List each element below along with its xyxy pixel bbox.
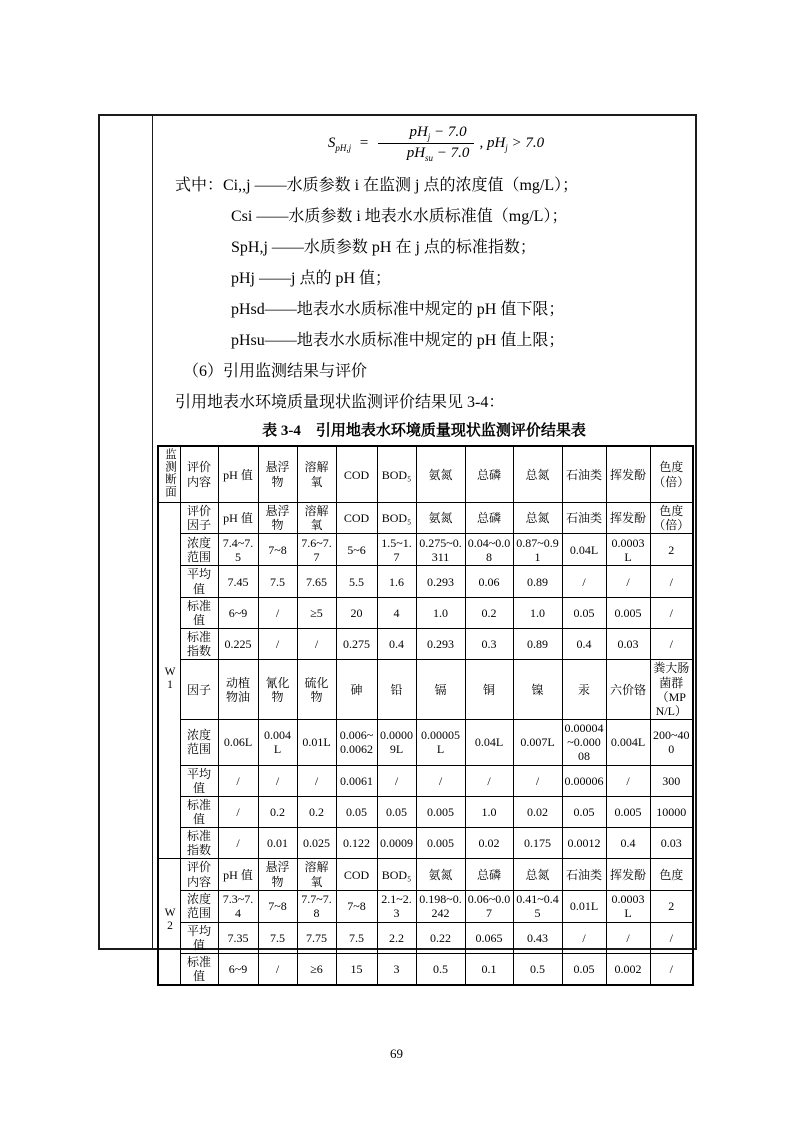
value-cell: 7.4~7.5 [218,534,258,566]
value-cell: 0.5 [416,954,465,986]
value-cell: 6~9 [218,954,258,986]
value-cell: / [465,765,513,796]
value-cell: 7.7~7.8 [297,890,336,922]
table-row [158,534,693,566]
table-row [158,503,693,534]
value-cell: 7.5 [336,922,377,953]
table-row [158,796,693,827]
value-cell: / [650,629,693,660]
value-cell: 7.3~7.4 [218,890,258,922]
value-cell: 总氮 [513,503,562,534]
table-header-row [158,446,693,503]
value-cell: 0.05 [562,796,606,827]
value-cell: 0.002 [606,954,650,986]
value-cell: 7.6~7.7 [297,534,336,566]
value-cell: 0.0012 [562,828,606,859]
left-margin-column [100,116,152,948]
table-row [158,566,693,597]
column-header-cell: 总氮 [513,446,562,503]
formula-cond-base: pH [486,134,506,151]
value-cell: 0.293 [416,629,465,660]
value-cell: 0.06~0.07 [465,890,513,922]
formula-fraction [378,124,475,163]
value-cell: 6~9 [218,597,258,628]
value-cell: 色度（倍） [650,503,693,534]
row-label-cell: 浓度范围 [180,720,218,765]
column-header-cell: 挥发酚 [606,446,650,503]
row-label-cell: 标准值 [180,954,218,986]
value-cell: 0.0003L [606,534,650,566]
value-cell: 0.005 [606,796,650,827]
value-cell: 溶解氧 [297,503,336,534]
value-cell: 7~8 [258,534,297,566]
value-cell: / [218,765,258,796]
value-cell: 0.43 [513,922,562,953]
column-header-cell: COD [336,446,377,503]
value-cell: 0.2 [465,597,513,628]
value-cell: 镉 [416,660,465,720]
value-cell: 0.01 [258,828,297,859]
formula-lhs [328,135,351,151]
table-row [158,922,693,953]
value-cell: 0.225 [218,629,258,660]
value-cell: 氨氮 [416,503,465,534]
value-cell: 0.007L [513,720,562,765]
table-row [158,890,693,922]
value-cell: 1.5~1.7 [377,534,416,566]
value-cell: 0.00009L [377,720,416,765]
row-label-cell: 标准指数 [180,828,218,859]
definition-line: SpH,j ——水质参数 pH 在 j 点的标准指数； [231,239,536,256]
value-cell: 总磷 [465,859,513,890]
table-row [158,720,693,765]
page-number: 69 [390,1046,403,1061]
section-label-cell [158,503,180,859]
value-cell: 0.0003L [606,890,650,922]
value-cell: 0.275 [336,629,377,660]
formula-cond-sub: j [505,142,508,153]
formula-cond-tail: > 7.0 [511,134,545,151]
value-cell: / [606,922,650,953]
value-cell: 溶解氧 [297,859,336,890]
value-cell: / [258,954,297,986]
formula-lhs-base: S [327,134,336,151]
value-cell: 汞 [562,660,606,720]
value-cell: 0.1 [465,954,513,986]
row-label-cell: 评价因子 [180,503,218,534]
value-cell: 7.45 [218,566,258,597]
value-cell: 0.04L [562,534,606,566]
value-cell: 总磷 [465,503,513,534]
value-cell: 7.65 [297,566,336,597]
value-cell: 0.065 [465,922,513,953]
formula-den-tail: − 7.0 [436,145,470,161]
value-cell: 0.22 [416,922,465,953]
column-header-cell: 总磷 [465,446,513,503]
value-cell: 氨氮 [416,859,465,890]
value-cell: COD [336,859,377,890]
value-cell: / [258,597,297,628]
formula-num-base: pH [409,124,428,140]
table-row [158,765,693,796]
value-cell: 0.03 [606,629,650,660]
formula-cond-comma: , [479,134,484,151]
value-cell: 0.05 [336,796,377,827]
column-header-cell: 石油类 [562,446,606,503]
value-cell: 0.122 [336,828,377,859]
value-cell: 铜 [465,660,513,720]
value-cell: 动植物油 [218,660,258,720]
value-cell: 总氮 [513,859,562,890]
value-cell: / [297,765,336,796]
value-cell: 0.2 [258,796,297,827]
value-cell: 0.198~0.242 [416,890,465,922]
value-cell: 0.5 [513,954,562,986]
value-cell: / [650,922,693,953]
value-cell: 悬浮物 [258,503,297,534]
formula-num-tail: − 7.0 [434,124,467,140]
value-cell: 0.00005L [416,720,465,765]
value-cell: 0.06L [218,720,258,765]
value-cell: 六价铬 [606,660,650,720]
formula-condition [479,135,544,151]
table-row [158,859,693,890]
value-cell: 2 [650,890,693,922]
value-cell: 0.005 [416,796,465,827]
value-cell: 0.05 [377,796,416,827]
value-cell: 5~6 [336,534,377,566]
formula-definitions [155,170,693,418]
value-cell: 7~8 [258,890,297,922]
value-cell: 0.02 [513,796,562,827]
value-cell: 0.05 [562,954,606,986]
section-label-cell [158,859,180,985]
value-cell: / [606,566,650,597]
definition-line: pHsd——地表水水质标准中规定的 pH 值下限； [231,301,565,318]
value-cell: 7.5 [258,566,297,597]
column-header-cell: 色度（倍） [650,446,693,503]
column-header-cell: 悬浮物 [258,446,297,503]
value-cell: 300 [650,765,693,796]
value-cell: 0.2 [297,796,336,827]
value-cell: 0.025 [297,828,336,859]
value-cell: / [650,954,693,986]
value-cell: 2 [650,534,693,566]
value-cell: / [650,597,693,628]
section-label-cell-text: W2 [164,907,176,934]
value-cell: / [562,922,606,953]
value-cell: 悬浮物 [258,859,297,890]
value-cell: 0.87~0.91 [513,534,562,566]
value-cell: 1.0 [465,796,513,827]
row-label-cell: 平均值 [180,566,218,597]
table-row [158,828,693,859]
table-row [158,954,693,986]
row-label-cell: 平均值 [180,765,218,796]
value-cell: 0.0009 [377,828,416,859]
value-cell: 0.005 [416,828,465,859]
section-label-cell-text: W1 [164,666,176,693]
value-cell: 粪大肠菌群（MPN/L） [650,660,693,720]
value-cell: BOD₅ [377,859,416,890]
value-cell: / [562,566,606,597]
value-cell: 0.00004~0.00008 [562,720,606,765]
value-cell: ≥5 [297,597,336,628]
value-cell: pH 值 [218,503,258,534]
value-cell: COD [336,503,377,534]
value-cell: 0.293 [416,566,465,597]
value-cell: 0.4 [562,629,606,660]
standard-index-formula [155,116,693,170]
value-cell: 0.004L [606,720,650,765]
value-cell: / [297,629,336,660]
value-cell: 0.175 [513,828,562,859]
value-cell: 0.89 [513,629,562,660]
value-cell: 硫化物 [297,660,336,720]
value-cell: 0.4 [377,629,416,660]
value-cell: 氰化物 [258,660,297,720]
value-cell: 0.3 [465,629,513,660]
value-cell: 0.4 [606,828,650,859]
corner-header-cell-text: 监测断面 [164,448,176,498]
page-border-frame [98,114,697,984]
value-cell: / [258,629,297,660]
value-cell: 0.005 [606,597,650,628]
value-cell: 色度 [650,859,693,890]
value-cell: 石油类 [562,859,606,890]
column-header-cell: pH 值 [218,446,258,503]
column-divider [152,116,153,948]
value-cell: 2.1~2.3 [377,890,416,922]
value-cell: 0.00006 [562,765,606,796]
value-cell: / [606,765,650,796]
value-cell: 5.5 [336,566,377,597]
column-header-cell: 评价内容 [180,446,218,503]
value-cell: 0.03 [650,828,693,859]
formula-den-base: pH [406,145,426,161]
value-cell: 0.89 [513,566,562,597]
table-intro-text: 引用地表水环境质量现状监测评价结果见 3-4： [175,394,505,411]
definition-line: pHsu——地表水水质标准中规定的 pH 值上限； [231,332,565,349]
row-label-cell: 浓度范围 [180,534,218,566]
definition-line: 式中：Ci,,j ——水质参数 i 在监测 j 点的浓度值（mg/L）； [175,177,579,194]
formula-num-sub: j [427,132,431,142]
value-cell: pH 值 [218,859,258,890]
value-cell: 0.06 [465,566,513,597]
formula-lhs-sub: pH,j [335,142,352,153]
value-cell: 3 [377,954,416,986]
evaluation-results-table [157,445,694,986]
value-cell: 0.02 [465,828,513,859]
value-cell: 7~8 [336,890,377,922]
value-cell: 1.0 [416,597,465,628]
value-cell: 0.004L [258,720,297,765]
table-title: 表 3-4 引用地表水环境质量现状监测评价结果表 [262,423,586,439]
formula-equals: = [358,134,369,151]
row-label-cell: 标准指数 [180,629,218,660]
value-cell: 10000 [650,796,693,827]
value-cell: 石油类 [562,503,606,534]
value-cell: 0.006~0.0062 [336,720,377,765]
table-row [158,660,693,720]
definition-line: pHj ——j 点的 pH 值； [231,270,392,287]
value-cell: 0.0061 [336,765,377,796]
formula-numerator [378,124,475,144]
row-label-cell: 评价内容 [180,859,218,890]
value-cell: 2.2 [377,922,416,953]
value-cell: / [650,566,693,597]
value-cell: ≥6 [297,954,336,986]
value-cell: / [513,765,562,796]
value-cell: 砷 [336,660,377,720]
value-cell: 0.41~0.45 [513,890,562,922]
value-cell: / [416,765,465,796]
value-cell: 0.05 [562,597,606,628]
value-cell: 0.275~0.311 [416,534,465,566]
value-cell: 7.75 [297,922,336,953]
row-label-cell: 因子 [180,660,218,720]
definition-line: Csi ——水质参数 i 地表水水质标准值（mg/L）； [231,208,568,225]
page-content [155,116,693,984]
value-cell: 15 [336,954,377,986]
value-cell: 200~400 [650,720,693,765]
value-cell: 20 [336,597,377,628]
value-cell: 7.35 [218,922,258,953]
value-cell: 4 [377,597,416,628]
formula-denominator [378,144,475,163]
section-heading: （6）引用监测结果与评价 [183,363,368,380]
value-cell: BOD₅ [377,503,416,534]
value-cell: 0.04~0.08 [465,534,513,566]
row-label-cell: 标准值 [180,597,218,628]
value-cell: 0.01L [297,720,336,765]
value-cell: / [218,796,258,827]
value-cell: 铅 [377,660,416,720]
value-cell: / [218,828,258,859]
value-cell: 挥发酚 [606,859,650,890]
value-cell: 挥发酚 [606,503,650,534]
column-header-cell: BOD₅ [377,446,416,503]
value-cell: / [377,765,416,796]
value-cell: / [258,765,297,796]
table-row [158,629,693,660]
value-cell: 7.5 [258,922,297,953]
corner-header-cell [158,446,180,503]
row-label-cell: 浓度范围 [180,890,218,922]
column-header-cell: 氨氮 [416,446,465,503]
table-row [158,597,693,628]
value-cell: 镍 [513,660,562,720]
column-header-cell: 溶解氧 [297,446,336,503]
row-label-cell: 平均值 [180,922,218,953]
value-cell: 0.04L [465,720,513,765]
row-label-cell: 标准值 [180,796,218,827]
value-cell: 1.6 [377,566,416,597]
formula-den-sub: su [425,153,434,163]
value-cell: 1.0 [513,597,562,628]
value-cell: 0.01L [562,890,606,922]
